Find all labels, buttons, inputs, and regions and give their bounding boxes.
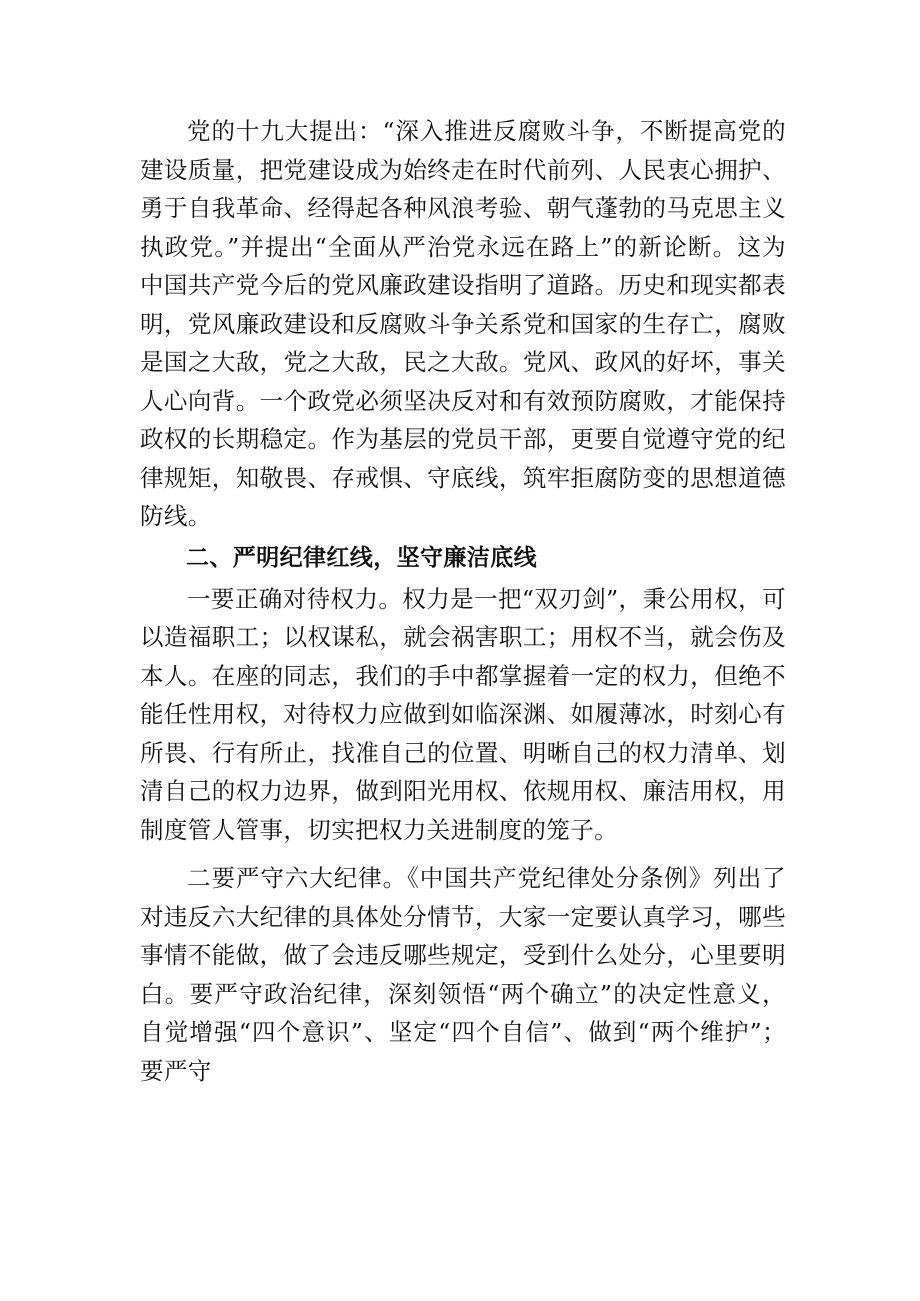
section-heading: 二、严明纪律红线，坚守廉洁底线 bbox=[186, 544, 537, 571]
body-paragraph: 二要严守六大纪律。《中国共产党纪律处分条例》列出了对违反六大纪律的具体处分情节，大家一定要认真学习，哪些事情不能做，做了会违反哪些规定，受到什么处分，心里要明白。要严守政治纪律，深刻领悟“两个确立”的决定性意义，自觉增强“四个意识”、坚定“四个自信”、做到“两个维护”；要严守 bbox=[140, 864, 786, 1085]
document-page bbox=[140, 112, 786, 1090]
body-paragraph: 一要正确对待权力。权力是一把“双刃剑”，秉公用权，可以造福职工；以权谋私，就会祸害职工；用权不当，就会伤及本人。在座的同志，我们的手中都掌握着一定的权力，但绝不能任性用权，对待权力应做到如临深渊、如履薄冰，时刻心有所畏、行有所止，找准自己的位置、明晰自己的权力清单、划清自己的权力边界，做到阳光用权、依规用权、廉洁用权，用制度管人管事，切实把权力关进制度的笼子。 bbox=[140, 584, 786, 844]
body-paragraph: 党的十九大提出：“深入推进反腐败斗争，不断提高党的建设质量，把党建设成为始终走在时代前列、人民衷心拥护、勇于自我革命、经得起各种风浪考验、朝气蓬勃的马克思主义执政党。”并提出“全面从严治党永远在路上”的新论断。这为中国共产党今后的党风廉政建设指明了道路。历史和现实都表明，党风廉政建设和反腐败斗争关系党和国家的生存亡，腐败是国之大敌，党之大敌，民之大敌。党风、政风的好坏，事关人心向背。一个政党必须坚决反对和有效预防腐败，才能保持政权的长期稳定。作为基层的党员干部，更要自觉遵守党的纪律规矩，知敬畏、存戒惧、守底线，筑牢拒腐防变的思想道德防线。 bbox=[140, 117, 786, 530]
